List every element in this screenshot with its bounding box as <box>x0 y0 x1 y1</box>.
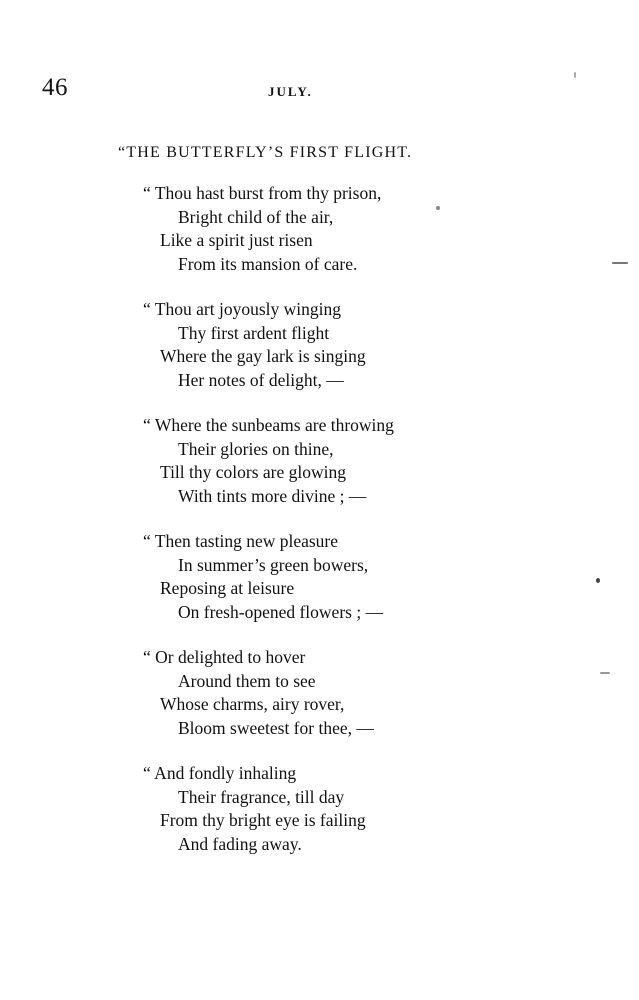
poem-line: Whose charms, airy rover, <box>160 694 345 714</box>
poem-line: Her notes of delight, — <box>178 369 344 390</box>
scan-speck <box>436 206 440 210</box>
scan-speck <box>596 578 600 583</box>
poem-line: From thy bright eye is failing <box>160 810 366 830</box>
poem-line: “ Where the sunbeams are throwing <box>143 415 394 435</box>
poem-line: Bloom sweetest for thee, — <box>178 717 374 738</box>
scan-speck <box>600 672 610 674</box>
poem-line: “ Thou art joyously winging <box>143 299 341 319</box>
poem-line: Bright child of the air, <box>178 206 334 227</box>
stanza <box>0 530 639 624</box>
poem-line: Thy first ardent flight <box>178 322 330 343</box>
poem-line: Like a spirit just risen <box>160 230 313 250</box>
stanza <box>0 182 639 276</box>
stanza <box>0 762 639 856</box>
poem-line: In summer’s green bowers, <box>178 554 369 575</box>
scan-speck <box>612 262 628 264</box>
poem-line: Reposing at leisure <box>160 578 295 598</box>
poem-line: Where the gay lark is singing <box>160 346 366 366</box>
stanza <box>0 646 639 740</box>
poem-body <box>0 182 639 878</box>
poem-line: “ Thou hast burst from thy prison, <box>143 183 382 203</box>
poem-line: From its mansion of care. <box>178 253 358 274</box>
poem-line: On fresh-opened flowers ; — <box>178 601 384 622</box>
poem-line: “ Or delighted to hover <box>143 647 306 667</box>
poem-line: Their fragrance, till day <box>178 786 345 807</box>
scan-speck <box>574 72 576 78</box>
poem-line: Around them to see <box>178 670 316 691</box>
running-head: JULY. <box>268 84 313 99</box>
poem-line: “ And fondly inhaling <box>143 763 297 783</box>
page-number: 46 <box>42 74 68 101</box>
stanza <box>0 298 639 392</box>
poem-line: And fading away. <box>178 833 302 854</box>
poem-line: Their glories on thine, <box>178 438 334 459</box>
poem-line: With tints more divine ; — <box>178 485 367 506</box>
poem-line: “ Then tasting new pleasure <box>143 531 339 551</box>
stanza <box>0 414 639 508</box>
poem-title: “THE BUTTERFLY’S FIRST FLIGHT. <box>118 144 413 161</box>
poem-line: Till thy colors are glowing <box>160 462 347 482</box>
